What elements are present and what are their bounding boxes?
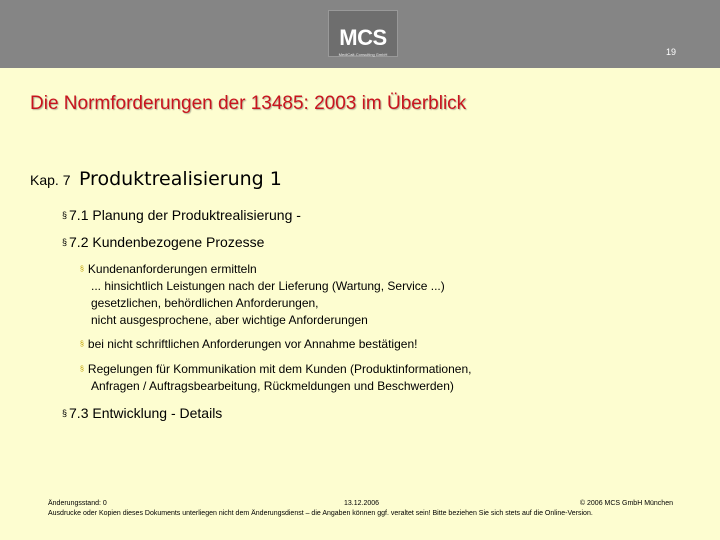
list-item-7-1 (62, 207, 301, 223)
logo-subtext: MediCalt-Consulting GmbH (338, 52, 388, 57)
sub-item-bestaetigen (80, 336, 417, 353)
sub-item-text: Kundenanforderungen ermitteln (87, 262, 257, 276)
sub-item-text: Anfragen / Auftragsbearbeitung, Rückmeldungen und Beschwerden) (91, 379, 454, 393)
sub-item-text: nicht ausgesprochene, aber wichtige Anforderungen (91, 313, 368, 327)
page-number: 19 (665, 47, 676, 57)
chapter-heading (30, 168, 282, 190)
item-text: 7.1 Planung der Produktrealisierung - (69, 207, 301, 223)
copyright: © 2006 MCS GmbH München (579, 500, 673, 507)
bullet-icon: § (80, 341, 84, 348)
sub-item-text: gesetzlichen, behördlichen Anforderungen, (91, 296, 319, 310)
logo-text: MCS (339, 25, 387, 50)
footer (48, 500, 673, 517)
bullet-icon: § (80, 266, 84, 273)
mcs-logo (328, 10, 398, 57)
sub-item-text: Regelungen für Kommunikation mit dem Kunden (Produktinformationen, (87, 362, 472, 376)
sub-item-text: bei nicht schriftlichen Anforderungen vor Annahme bestätigen! (87, 337, 418, 351)
revision-status: Änderungsstand: 0 (48, 500, 107, 507)
bullet-icon: § (80, 366, 84, 373)
bullet-icon: § (62, 408, 68, 418)
item-text: 7.3 Entwicklung - Details (69, 405, 223, 421)
chapter-label: Kap. 7 (30, 172, 71, 188)
footer-disclaimer: Ausdrucke oder Kopien dieses Dokuments unterliegen nicht dem Änderungsdienst – die Angaben können ggf. veraltet sein! Bitte beziehen Sie sich stets auf die Online-Version. (48, 510, 593, 517)
footer-date: 13.12.2006 (344, 500, 380, 507)
list-item-7-3 (62, 405, 222, 421)
header-bar (0, 0, 720, 68)
list-item-7-2 (62, 234, 264, 250)
sub-item-kommunikation (80, 361, 471, 395)
bullet-icon: § (62, 237, 68, 247)
sub-item-text: ... hinsichtlich Leistungen nach der Lieferung (Wartung, Service ...) (91, 279, 445, 293)
bullet-icon: § (62, 210, 68, 220)
chapter-title: Produktrealisierung 1 (78, 168, 282, 190)
page-title: Die Normforderungen der 13485: 2003 im Überblick (30, 93, 467, 114)
item-text: 7.2 Kundenbezogene Prozesse (69, 234, 265, 250)
sub-item-kundenanforderungen (80, 261, 445, 329)
